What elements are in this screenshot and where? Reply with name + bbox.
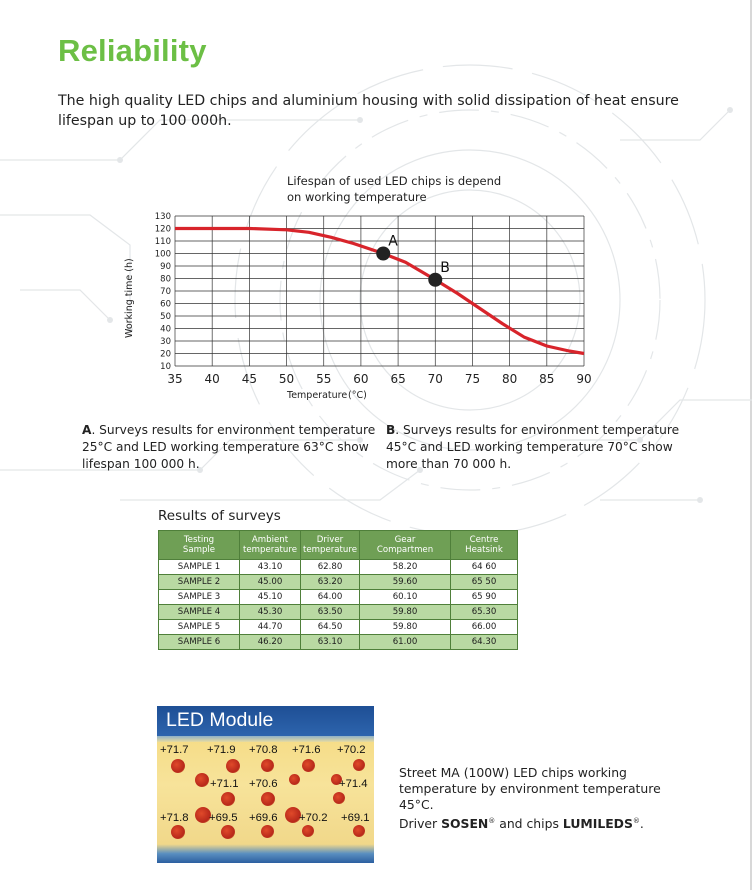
x-tick-label: 45 [241, 372, 258, 386]
table-cell: 64.50 [301, 620, 360, 635]
note-a-text: . Surveys results for environment temperature 25°C and LED working temperature 63°C show lifespan 100 000 h. [82, 423, 376, 471]
y-tick-label: 20 [160, 349, 171, 360]
temperature-reading: +69.5 [209, 812, 238, 824]
table-cell: 43.10 [240, 560, 301, 575]
temperature-reading: +70.2 [337, 744, 366, 756]
led-module-thermal-image [157, 706, 374, 863]
chart-grid [175, 216, 584, 366]
chart-title-line2: on working temperature [287, 190, 427, 204]
table-cell: 63.10 [301, 635, 360, 650]
x-tick-label: 90 [576, 372, 592, 386]
table-cell: 65 50 [451, 575, 518, 590]
x-tick-label: 60 [353, 372, 369, 386]
y-tick-label: 110 [154, 237, 171, 247]
led-chip [261, 792, 275, 806]
results-title: Results of surveys [158, 508, 281, 524]
header-centre-heatsink: Centre Heatsink [451, 531, 518, 560]
table-row [159, 635, 518, 650]
y-axis-label: Working time (h) [124, 258, 135, 338]
table-cell: 62.80 [301, 560, 360, 575]
table-cell: 45.10 [240, 590, 301, 605]
results-header-row [159, 531, 518, 560]
section-heading: Reliability [58, 33, 207, 68]
y-tick-label: 100 [154, 249, 171, 260]
x-tick-label: 65 [390, 372, 406, 386]
led-module-title: LED Module [166, 709, 274, 731]
module-caption [399, 765, 699, 832]
table-cell: 66.00 [451, 620, 518, 635]
caption-line2: temperature by environment temperature 45°C. [399, 781, 661, 812]
chart-ticks [155, 212, 592, 386]
table-row [159, 560, 518, 575]
caption-line3: Driver SOSEN® and chips LUMILEDS®. [399, 816, 644, 832]
led-chip [171, 825, 185, 839]
y-tick-label: 10 [160, 362, 171, 372]
y-tick-label: 40 [160, 324, 171, 335]
y-tick-label: 120 [154, 224, 171, 235]
point-a-label: A [388, 233, 398, 250]
temperature-reading: +71.6 [292, 744, 321, 756]
x-tick-label: 85 [539, 372, 555, 386]
header-testing-sample: Testing Sample [159, 531, 240, 560]
table-cell: 64 60 [451, 560, 518, 575]
led-chip [226, 759, 240, 773]
table-cell: SAMPLE 1 [159, 560, 240, 575]
x-axis-unit: (°C) [348, 390, 367, 401]
table-cell: 60.10 [360, 590, 451, 605]
x-tick-label: 35 [167, 372, 183, 386]
table-cell: SAMPLE 3 [159, 590, 240, 605]
intro-paragraph: The high quality LED chips and aluminium housing with solid dissipation of heat ensure lifespan up to 100 000h. [58, 93, 679, 129]
table-cell: 45.30 [240, 605, 301, 620]
table-cell: 64.00 [301, 590, 360, 605]
x-tick-label: 80 [501, 372, 518, 386]
table-cell: 44.70 [240, 620, 301, 635]
table-cell: 63.50 [301, 605, 360, 620]
table-row [159, 620, 518, 635]
x-tick-label: 55 [316, 372, 332, 386]
header-driver-temperature: Driver temperature [301, 531, 360, 560]
results-table [158, 530, 518, 650]
led-chip [289, 774, 300, 785]
led-chip [171, 759, 185, 773]
note-a [82, 422, 382, 473]
temperature-reading: +71.1 [210, 778, 239, 790]
table-row [159, 575, 518, 590]
temperature-reading: +70.8 [249, 744, 278, 756]
header-gear-compartment: Gear Compartmen [360, 531, 451, 560]
table-cell: 59.60 [360, 575, 451, 590]
point-b-label: B [440, 259, 450, 276]
led-chip [261, 825, 274, 838]
temperature-reading: +70.6 [249, 778, 278, 790]
led-chip [353, 759, 365, 771]
table-cell: 46.20 [240, 635, 301, 650]
note-b-text: . Surveys results for environment temperature 45°C and LED working temperature 70°C show more than 70 000 h. [386, 423, 680, 471]
y-tick-label: 130 [154, 212, 171, 222]
table-cell: 61.00 [360, 635, 451, 650]
x-tick-label: 75 [464, 372, 481, 386]
y-tick-label: 60 [160, 299, 171, 310]
table-row [159, 590, 518, 605]
y-tick-label: 30 [160, 337, 171, 347]
y-tick-label: 90 [160, 262, 171, 272]
chip-brand: LUMILEDS [562, 816, 633, 832]
led-chip [353, 825, 365, 837]
led-module-strip [157, 736, 374, 742]
table-cell: 45.00 [240, 575, 301, 590]
table-cell: 65 90 [451, 590, 518, 605]
header-ambient-temperature: Ambient temperature [240, 531, 301, 560]
temperature-reading: +70.2 [299, 812, 328, 824]
temperature-reading: +71.9 [207, 744, 236, 756]
table-cell: SAMPLE 5 [159, 620, 240, 635]
table-cell: 58.20 [360, 560, 451, 575]
table-cell: 63.20 [301, 575, 360, 590]
table-cell: 65.30 [451, 605, 518, 620]
y-tick-label: 80 [160, 274, 171, 285]
led-chip [302, 759, 315, 772]
x-tick-label: 40 [204, 372, 220, 386]
table-cell: 59.80 [360, 620, 451, 635]
y-tick-label: 50 [160, 312, 171, 322]
led-chip [221, 792, 235, 806]
led-module-header [157, 706, 374, 736]
table-cell: SAMPLE 4 [159, 605, 240, 620]
x-tick-label: 50 [278, 372, 295, 386]
led-chip [302, 825, 314, 837]
table-row [159, 605, 518, 620]
led-chip [261, 759, 274, 772]
temperature-reading: +71.8 [160, 812, 189, 824]
led-chip [195, 773, 209, 787]
temperature-reading: +71.4 [339, 778, 368, 790]
temperature-reading: +71.7 [160, 744, 189, 756]
led-chip [333, 792, 345, 804]
chart-title-line1: Lifespan of used LED chips is depend [287, 174, 502, 188]
led-chip [221, 825, 235, 839]
y-tick-label: 70 [160, 287, 171, 297]
x-axis-label: Temperature [287, 390, 348, 401]
note-b-label: B [386, 423, 396, 437]
lifespan-chart [120, 170, 600, 410]
table-cell: SAMPLE 2 [159, 575, 240, 590]
note-a-label: A [82, 423, 92, 437]
table-cell: 59.80 [360, 605, 451, 620]
driver-brand: SOSEN [441, 816, 489, 832]
temperature-reading: +69.6 [249, 812, 278, 824]
note-b [386, 422, 686, 473]
temperature-reading: +69.1 [341, 812, 370, 824]
caption-line1: Street MA (100W) LED chips working [399, 765, 627, 780]
x-tick-label: 70 [427, 372, 443, 386]
table-cell: 64.30 [451, 635, 518, 650]
table-cell: SAMPLE 6 [159, 635, 240, 650]
